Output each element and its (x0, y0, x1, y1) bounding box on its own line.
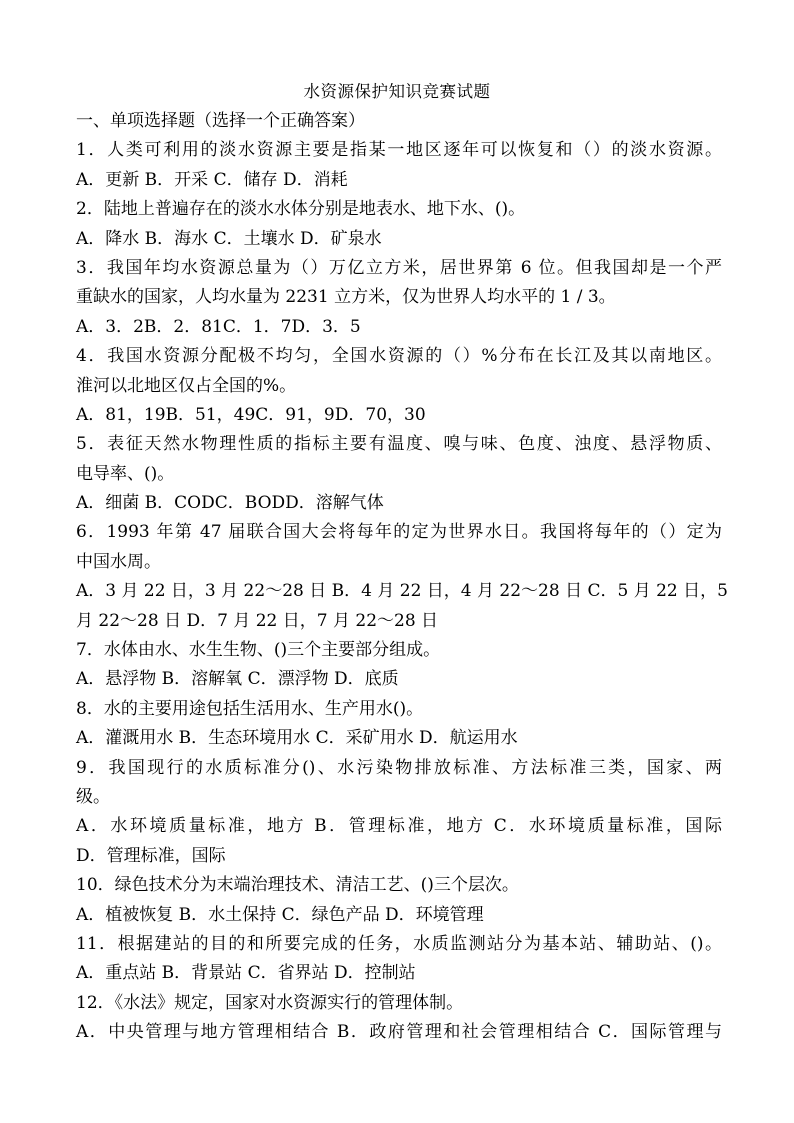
text-line: A．灌溉用水 B．生态环境用水 C．采矿用水 D．航运用水 (76, 728, 518, 749)
text-line: 11．根据建站的目的和所要完成的任务，水质监测站分为基本站、辅助站、()。 (76, 933, 722, 954)
text-line: A．更新 B．开采 C．储存 D．消耗 (76, 169, 348, 190)
text-line: A．植被恢复 B．水土保持 C．绿色产品 D．环境管理 (76, 904, 484, 925)
text-line: 1．人类可利用的淡水资源主要是指某一地区逐年可以恢复和（）的淡水资源。 (76, 140, 722, 161)
text-line: 4．我国水资源分配极不均匀，全国水资源的（）%分布在长江及其以南地区。 (76, 346, 722, 367)
text-line: A．3 月 22 日，3 月 22～28 日 B．4 月 22 日，4 月 22～28 日 C．5 月 22 日，5 (76, 581, 728, 602)
text-line: A．细菌 B．CODC．BODD．溶解气体 (76, 493, 384, 514)
question-list (76, 136, 728, 1047)
text-line: A．悬浮物 B．溶解氧 C．漂浮物 D．底质 (76, 669, 399, 690)
text-line: A．中央管理与地方管理相结合 B．政府管理和社会管理相结合 C．国际管理与 (76, 1022, 722, 1043)
text-line: D．管理标准，国际 (76, 845, 226, 866)
text-line: 5．表征天然水物理性质的指标主要有温度、嗅与味、色度、浊度、悬浮物质、 (76, 434, 722, 455)
text-line: 2．陆地上普遍存在的淡水水体分别是地表水、地下水、()。 (76, 199, 526, 220)
document-title: 水资源保护知识竞赛试题 (303, 82, 491, 101)
document-body (76, 107, 728, 1048)
text-line: A．降水 B．海水 C．土壤水 D．矿泉水 (76, 228, 382, 249)
text-line: 级。 (76, 786, 110, 807)
text-line: 电导率、()。 (76, 463, 175, 484)
section-heading: 一、单项选择题（选择一个正确答案） (76, 111, 365, 131)
text-line: 淮河以北地区仅占全国的%。 (76, 375, 297, 396)
text-line: 9．我国现行的水质标准分()、水污染物排放标准、方法标准三类，国家、两 (76, 757, 722, 778)
text-line: 中国水周。 (76, 551, 161, 572)
text-line: A．81，19B．51，49C．91，9D．70，30 (76, 404, 426, 425)
text-line: 重缺水的国家，人均水量为 2231 立方米，仅为世界人均水平的 1 / 3。 (76, 287, 616, 308)
text-line: 10．绿色技术分为末端治理技术、清洁工艺、()三个层次。 (76, 875, 519, 896)
text-line: 3．我国年均水资源总量为（）万亿立方米，居世界第 6 位。但我国却是一个严 (76, 257, 722, 278)
text-line: A．重点站 B．背景站 C．省界站 D．控制站 (76, 963, 416, 984)
text-line: 月 22～28 日 D．7 月 22 日，7 月 22～28 日 (76, 610, 439, 631)
text-line: 6．1993 年第 47 届联合国大会将每年的定为世界水日。我国将每年的（）定为 (76, 522, 722, 543)
text-line: 12．《水法》规定，国家对水资源实行的管理体制。 (76, 992, 464, 1013)
text-line: 8．水的主要用途包括生活用水、生产用水()。 (76, 698, 424, 719)
text-line: A．3．2B．2．81C．1．7D．3．5 (76, 316, 361, 337)
text-line: A．水环境质量标准，地方 B．管理标准，地方 C．水环境质量标准，国际 (76, 816, 722, 837)
text-line: 7．水体由水、水生生物、()三个主要部分组成。 (76, 640, 441, 661)
